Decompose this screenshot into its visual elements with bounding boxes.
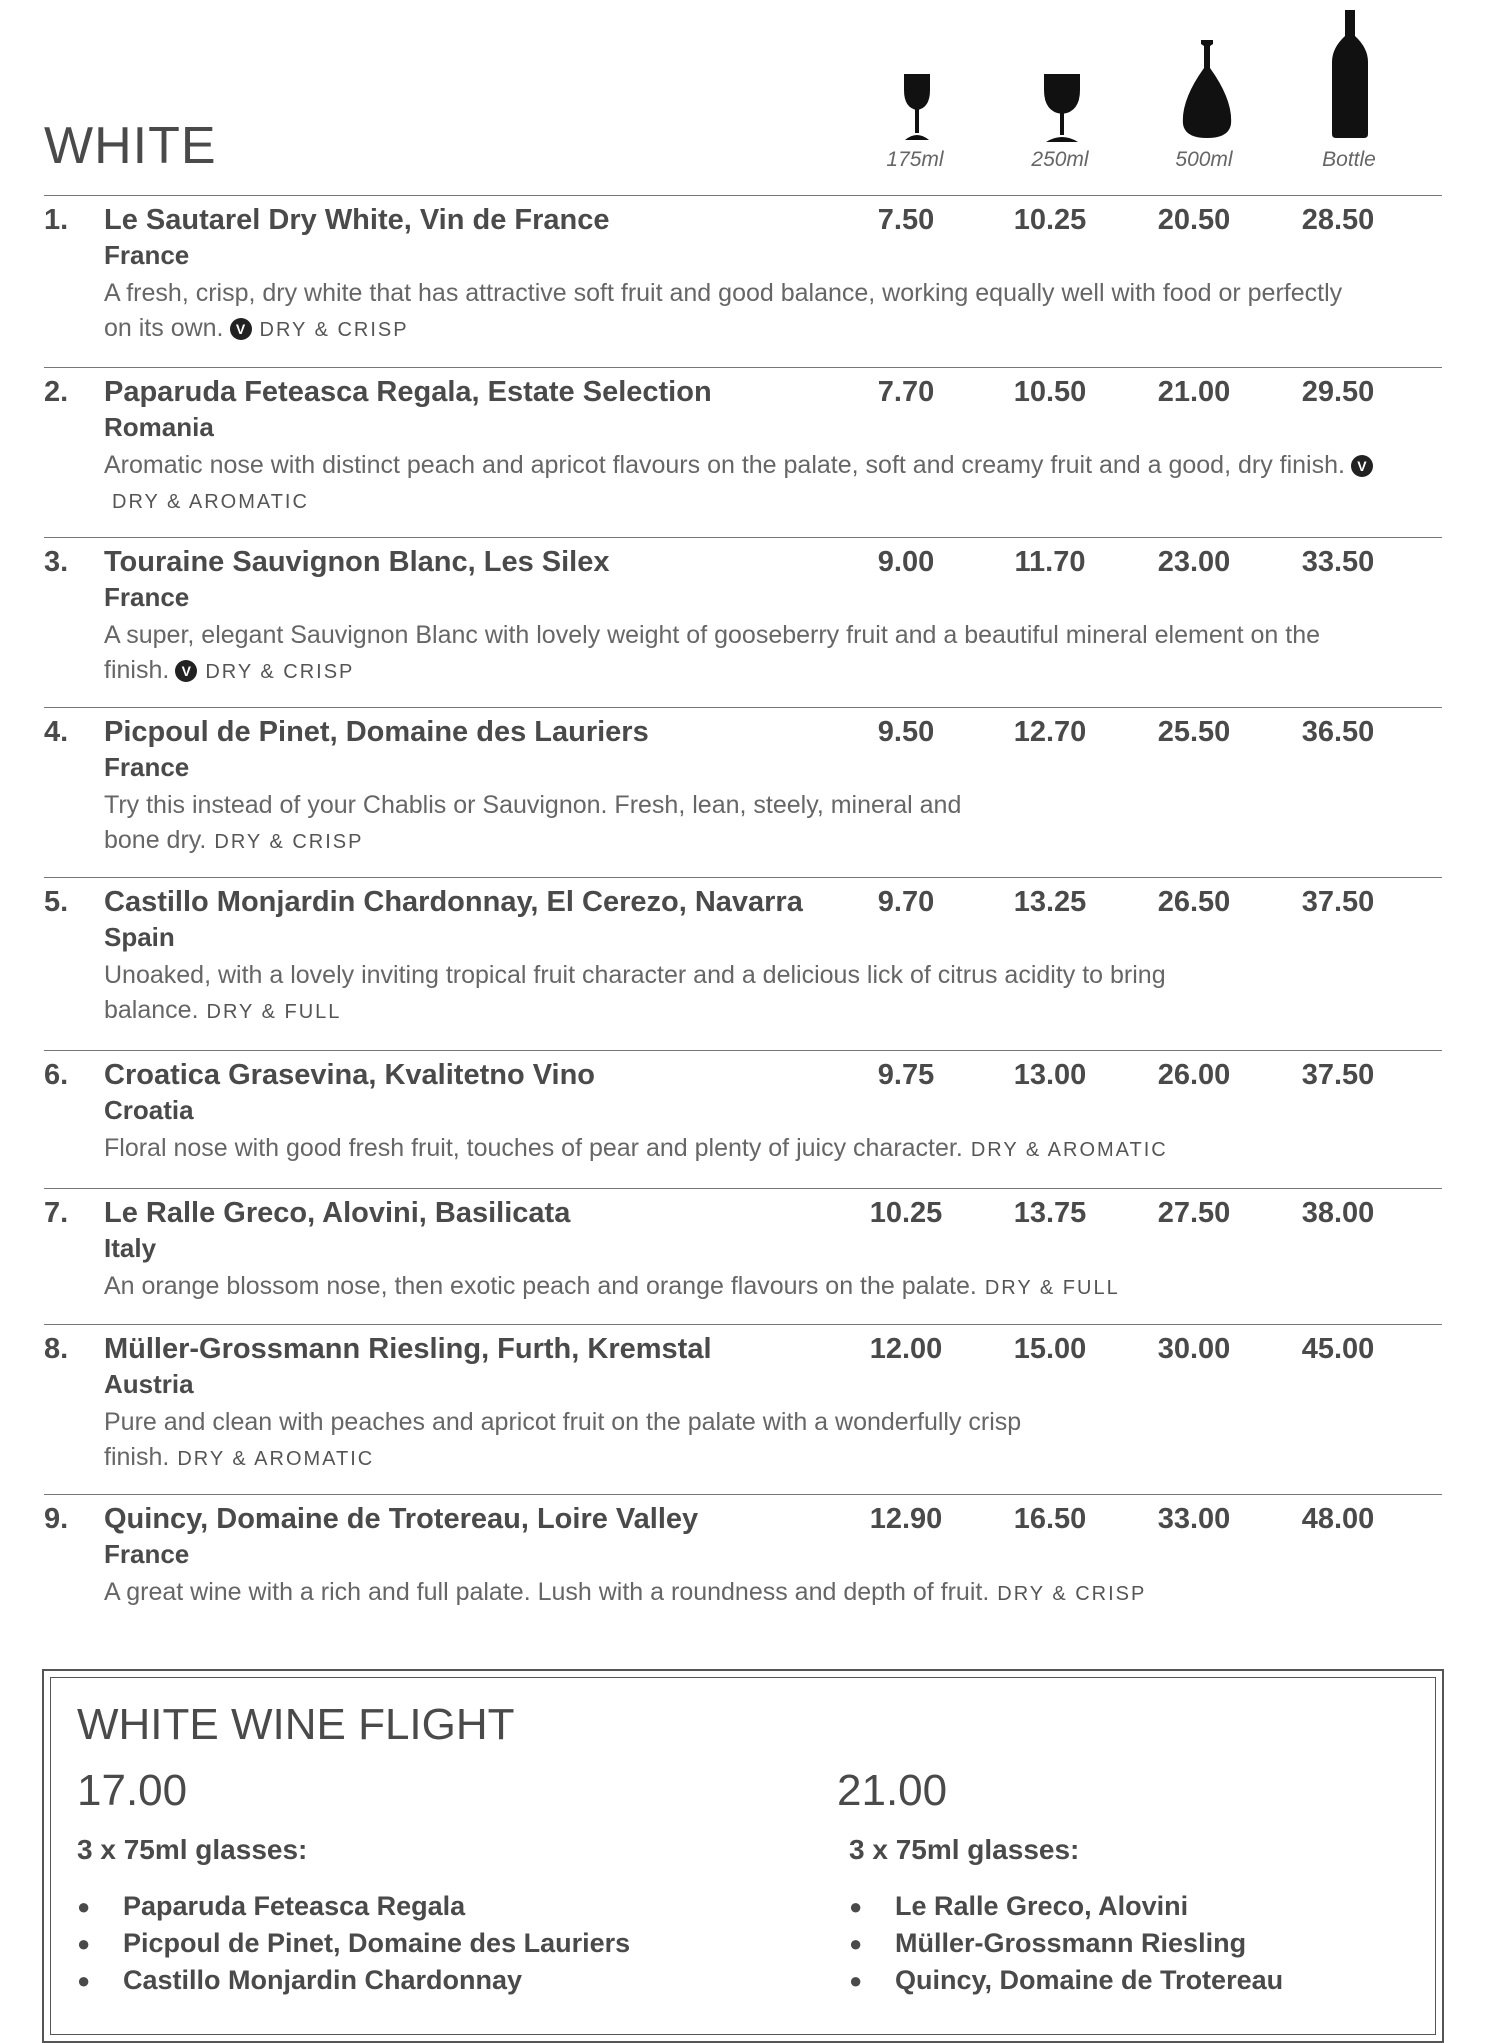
bullet-icon: ● (77, 1931, 91, 1956)
wine-description (104, 1131, 1424, 1168)
divider (44, 1050, 1442, 1051)
price-175ml: 7.50 (877, 204, 935, 236)
flight-wine-name: Quincy, Domaine de Trotereau (895, 1965, 1284, 1995)
list-item (849, 1962, 1457, 1999)
price-bottle: 37.50 (1301, 1059, 1375, 1091)
flight-price: 17.00 (77, 1766, 188, 1815)
flight-title: WHITE WINE FLIGHT (77, 1700, 515, 1749)
price-500ml: 30.00 (1157, 1333, 1231, 1365)
wine-name: Paparuda Feteasca Regala, Estate Selection (104, 376, 712, 408)
description-text: Try this instead of your Chablis or Sauvignon. Fresh, lean, steely, mineral and bone dry. (104, 791, 962, 854)
price-175ml: 9.00 (877, 546, 935, 578)
divider (44, 537, 1442, 538)
wine-country: France (104, 1539, 190, 1569)
style-tag: DRY & AROMATIC (177, 1448, 375, 1470)
bullet-icon: ● (77, 1894, 91, 1919)
flight-wine-name: Le Ralle Greco, Alovini (895, 1891, 1189, 1921)
price-bottle: 48.00 (1301, 1503, 1375, 1535)
flight-option-left (77, 1766, 697, 1999)
price-175ml: 9.50 (877, 716, 935, 748)
price-175ml: 12.00 (869, 1333, 943, 1365)
price-250ml: 10.25 (1013, 204, 1087, 236)
price-175ml: 12.90 (869, 1503, 943, 1535)
description-text: Aromatic nose with distinct peach and apricot flavours on the palate, soft and creamy fruit and a good, dry finish. (104, 451, 1345, 479)
wine-name: Picpoul de Pinet, Domaine des Lauriers (104, 716, 649, 748)
wine-country: France (104, 240, 190, 270)
list-item (77, 1925, 697, 1962)
size-label-175ml: 175ml (886, 148, 944, 171)
wine-name: Castillo Monjardin Chardonnay, El Cerezo, Navarra (104, 886, 803, 918)
wine-item (44, 204, 1444, 354)
description-text: Pure and clean with peaches and apricot fruit on the palate with a wonderfully crisp finish. (104, 1408, 1022, 1471)
price-bottle: 36.50 (1301, 716, 1375, 748)
price-500ml: 21.00 (1157, 376, 1231, 408)
wine-item (44, 1503, 1444, 1623)
wine-description (104, 1269, 1424, 1306)
flight-wine-list (837, 1888, 1457, 1999)
divider (44, 367, 1442, 368)
wine-number: 9. (44, 1503, 69, 1535)
description-text: Unoaked, with a lovely inviting tropical fruit character and a delicious lick of citrus acidity to bring balance. (104, 961, 1166, 1024)
price-175ml: 7.70 (877, 376, 935, 408)
flight-option-right (837, 1766, 1457, 1999)
wine-name: Touraine Sauvignon Blanc, Les Silex (104, 546, 610, 578)
wine-country: Spain (104, 922, 175, 952)
bullet-icon: ● (849, 1931, 863, 1956)
divider (44, 1188, 1442, 1189)
price-250ml: 12.70 (1013, 716, 1087, 748)
price-500ml: 25.50 (1157, 716, 1231, 748)
style-tag: DRY & FULL (984, 1277, 1120, 1299)
wine-description (104, 1405, 1084, 1477)
bullet-icon: ● (849, 1968, 863, 1993)
wine-description (104, 788, 1004, 860)
wine-description (104, 276, 1354, 348)
wine-number: 4. (44, 716, 69, 748)
flight-wine-name: Paparuda Feteasca Regala (123, 1891, 466, 1921)
wine-number: 3. (44, 546, 69, 578)
section-title: WHITE (44, 117, 217, 175)
price-250ml: 13.75 (1013, 1197, 1087, 1229)
price-500ml: 20.50 (1157, 204, 1231, 236)
flight-wine-name: Castillo Monjardin Chardonnay (123, 1965, 523, 1995)
wine-name: Quincy, Domaine de Trotereau, Loire Valley (104, 1503, 699, 1535)
price-250ml: 16.50 (1013, 1503, 1087, 1535)
price-500ml: 26.50 (1157, 886, 1231, 918)
price-bottle: 38.00 (1301, 1197, 1375, 1229)
wine-item (44, 546, 1444, 696)
wine-item (44, 376, 1444, 526)
price-bottle: 45.00 (1301, 1333, 1375, 1365)
wine-name: Croatica Grasevina, Kvalitetno Vino (104, 1059, 596, 1091)
description-text: A fresh, crisp, dry white that has attractive soft fruit and good balance, working equally well with food or perfectly on its own. (104, 279, 1343, 342)
wine-country: France (104, 752, 190, 782)
wine-number: 7. (44, 1197, 69, 1229)
wine-name: Le Sautarel Dry White, Vin de France (104, 204, 610, 236)
wine-item (44, 1333, 1444, 1483)
wine-description (104, 618, 1364, 690)
price-500ml: 33.00 (1157, 1503, 1231, 1535)
wine-item (44, 1059, 1444, 1179)
wine-description (104, 1575, 1424, 1612)
wine-number: 6. (44, 1059, 69, 1091)
style-tag: DRY & CRISP (997, 1583, 1147, 1605)
description-text: A great wine with a rich and full palate. Lush with a roundness and depth of fruit. (104, 1578, 990, 1606)
flight-subtitle: 3 x 75ml glasses: (77, 1834, 308, 1865)
flight-wine-name: Müller-Grossmann Riesling (895, 1928, 1247, 1958)
small-glass-icon (857, 72, 977, 142)
flight-wine-name: Picpoul de Pinet, Domaine des Lauriers (123, 1928, 631, 1958)
wine-country: France (104, 582, 190, 612)
wine-item (44, 716, 1444, 866)
wine-country: Romania (104, 412, 214, 442)
style-tag: DRY & AROMATIC (112, 491, 309, 513)
wine-number: 1. (44, 204, 69, 236)
flight-subtitle: 3 x 75ml glasses: (849, 1834, 1080, 1865)
price-bottle: 28.50 (1301, 204, 1375, 236)
price-500ml: 26.00 (1157, 1059, 1231, 1091)
list-item (77, 1962, 697, 1999)
wine-description (104, 448, 1384, 520)
wine-country: Italy (104, 1233, 157, 1263)
style-tag: DRY & CRISP (205, 661, 355, 683)
wine-item (44, 1197, 1444, 1317)
size-label-500ml: 500ml (1175, 148, 1233, 171)
style-tag: DRY & CRISP (259, 319, 409, 341)
size-label-250ml: 250ml (1031, 148, 1089, 171)
wine-number: 8. (44, 1333, 69, 1365)
divider (44, 1494, 1442, 1495)
size-label-bottle: Bottle (1322, 148, 1376, 171)
vegan-badge: V (175, 660, 197, 682)
carafe-icon (1147, 38, 1267, 140)
price-bottle: 33.50 (1301, 546, 1375, 578)
price-500ml: 23.00 (1157, 546, 1231, 578)
flight-price: 21.00 (837, 1766, 948, 1815)
divider (44, 1324, 1442, 1325)
divider (44, 195, 1442, 196)
price-250ml: 13.00 (1013, 1059, 1087, 1091)
large-glass-icon (1002, 72, 1122, 144)
price-250ml: 13.25 (1013, 886, 1087, 918)
description-text: An orange blossom nose, then exotic peach and orange flavours on the palate. (104, 1272, 977, 1300)
style-tag: DRY & CRISP (214, 831, 364, 853)
price-bottle: 29.50 (1301, 376, 1375, 408)
bullet-icon: ● (849, 1894, 863, 1919)
style-tag: DRY & FULL (206, 1001, 342, 1023)
price-250ml: 11.70 (1014, 546, 1086, 578)
wine-name: Müller-Grossmann Riesling, Furth, Kremstal (104, 1333, 712, 1365)
vegan-badge: V (1351, 455, 1373, 477)
bullet-icon: ● (77, 1968, 91, 1993)
wine-number: 2. (44, 376, 69, 408)
wine-description (104, 958, 1284, 1030)
price-250ml: 15.00 (1013, 1333, 1087, 1365)
list-item (849, 1888, 1457, 1925)
description-text: Floral nose with good fresh fruit, touches of pear and plenty of juicy character. (104, 1134, 963, 1162)
description-text: A super, elegant Sauvignon Blanc with lovely weight of gooseberry fruit and a beautiful mineral element on the finish. (104, 621, 1321, 684)
wine-number: 5. (44, 886, 69, 918)
divider (44, 877, 1442, 878)
flight-wine-list (77, 1888, 697, 1999)
price-bottle: 37.50 (1301, 886, 1375, 918)
wine-country: Croatia (104, 1095, 194, 1125)
list-item (849, 1925, 1457, 1962)
bottle-icon (1290, 8, 1410, 140)
price-175ml: 9.70 (877, 886, 935, 918)
style-tag: DRY & AROMATIC (970, 1139, 1168, 1161)
wine-flight-inner-border (50, 1677, 1436, 2035)
wine-name: Le Ralle Greco, Alovini, Basilicata (104, 1197, 571, 1229)
wine-item (44, 886, 1444, 1036)
vegan-badge: V (230, 318, 252, 340)
wine-flight-box (42, 1669, 1444, 2043)
price-175ml: 10.25 (869, 1197, 943, 1229)
divider (44, 707, 1442, 708)
price-500ml: 27.50 (1157, 1197, 1231, 1229)
price-175ml: 9.75 (877, 1059, 935, 1091)
list-item (77, 1888, 697, 1925)
price-250ml: 10.50 (1013, 376, 1087, 408)
wine-country: Austria (104, 1369, 194, 1399)
